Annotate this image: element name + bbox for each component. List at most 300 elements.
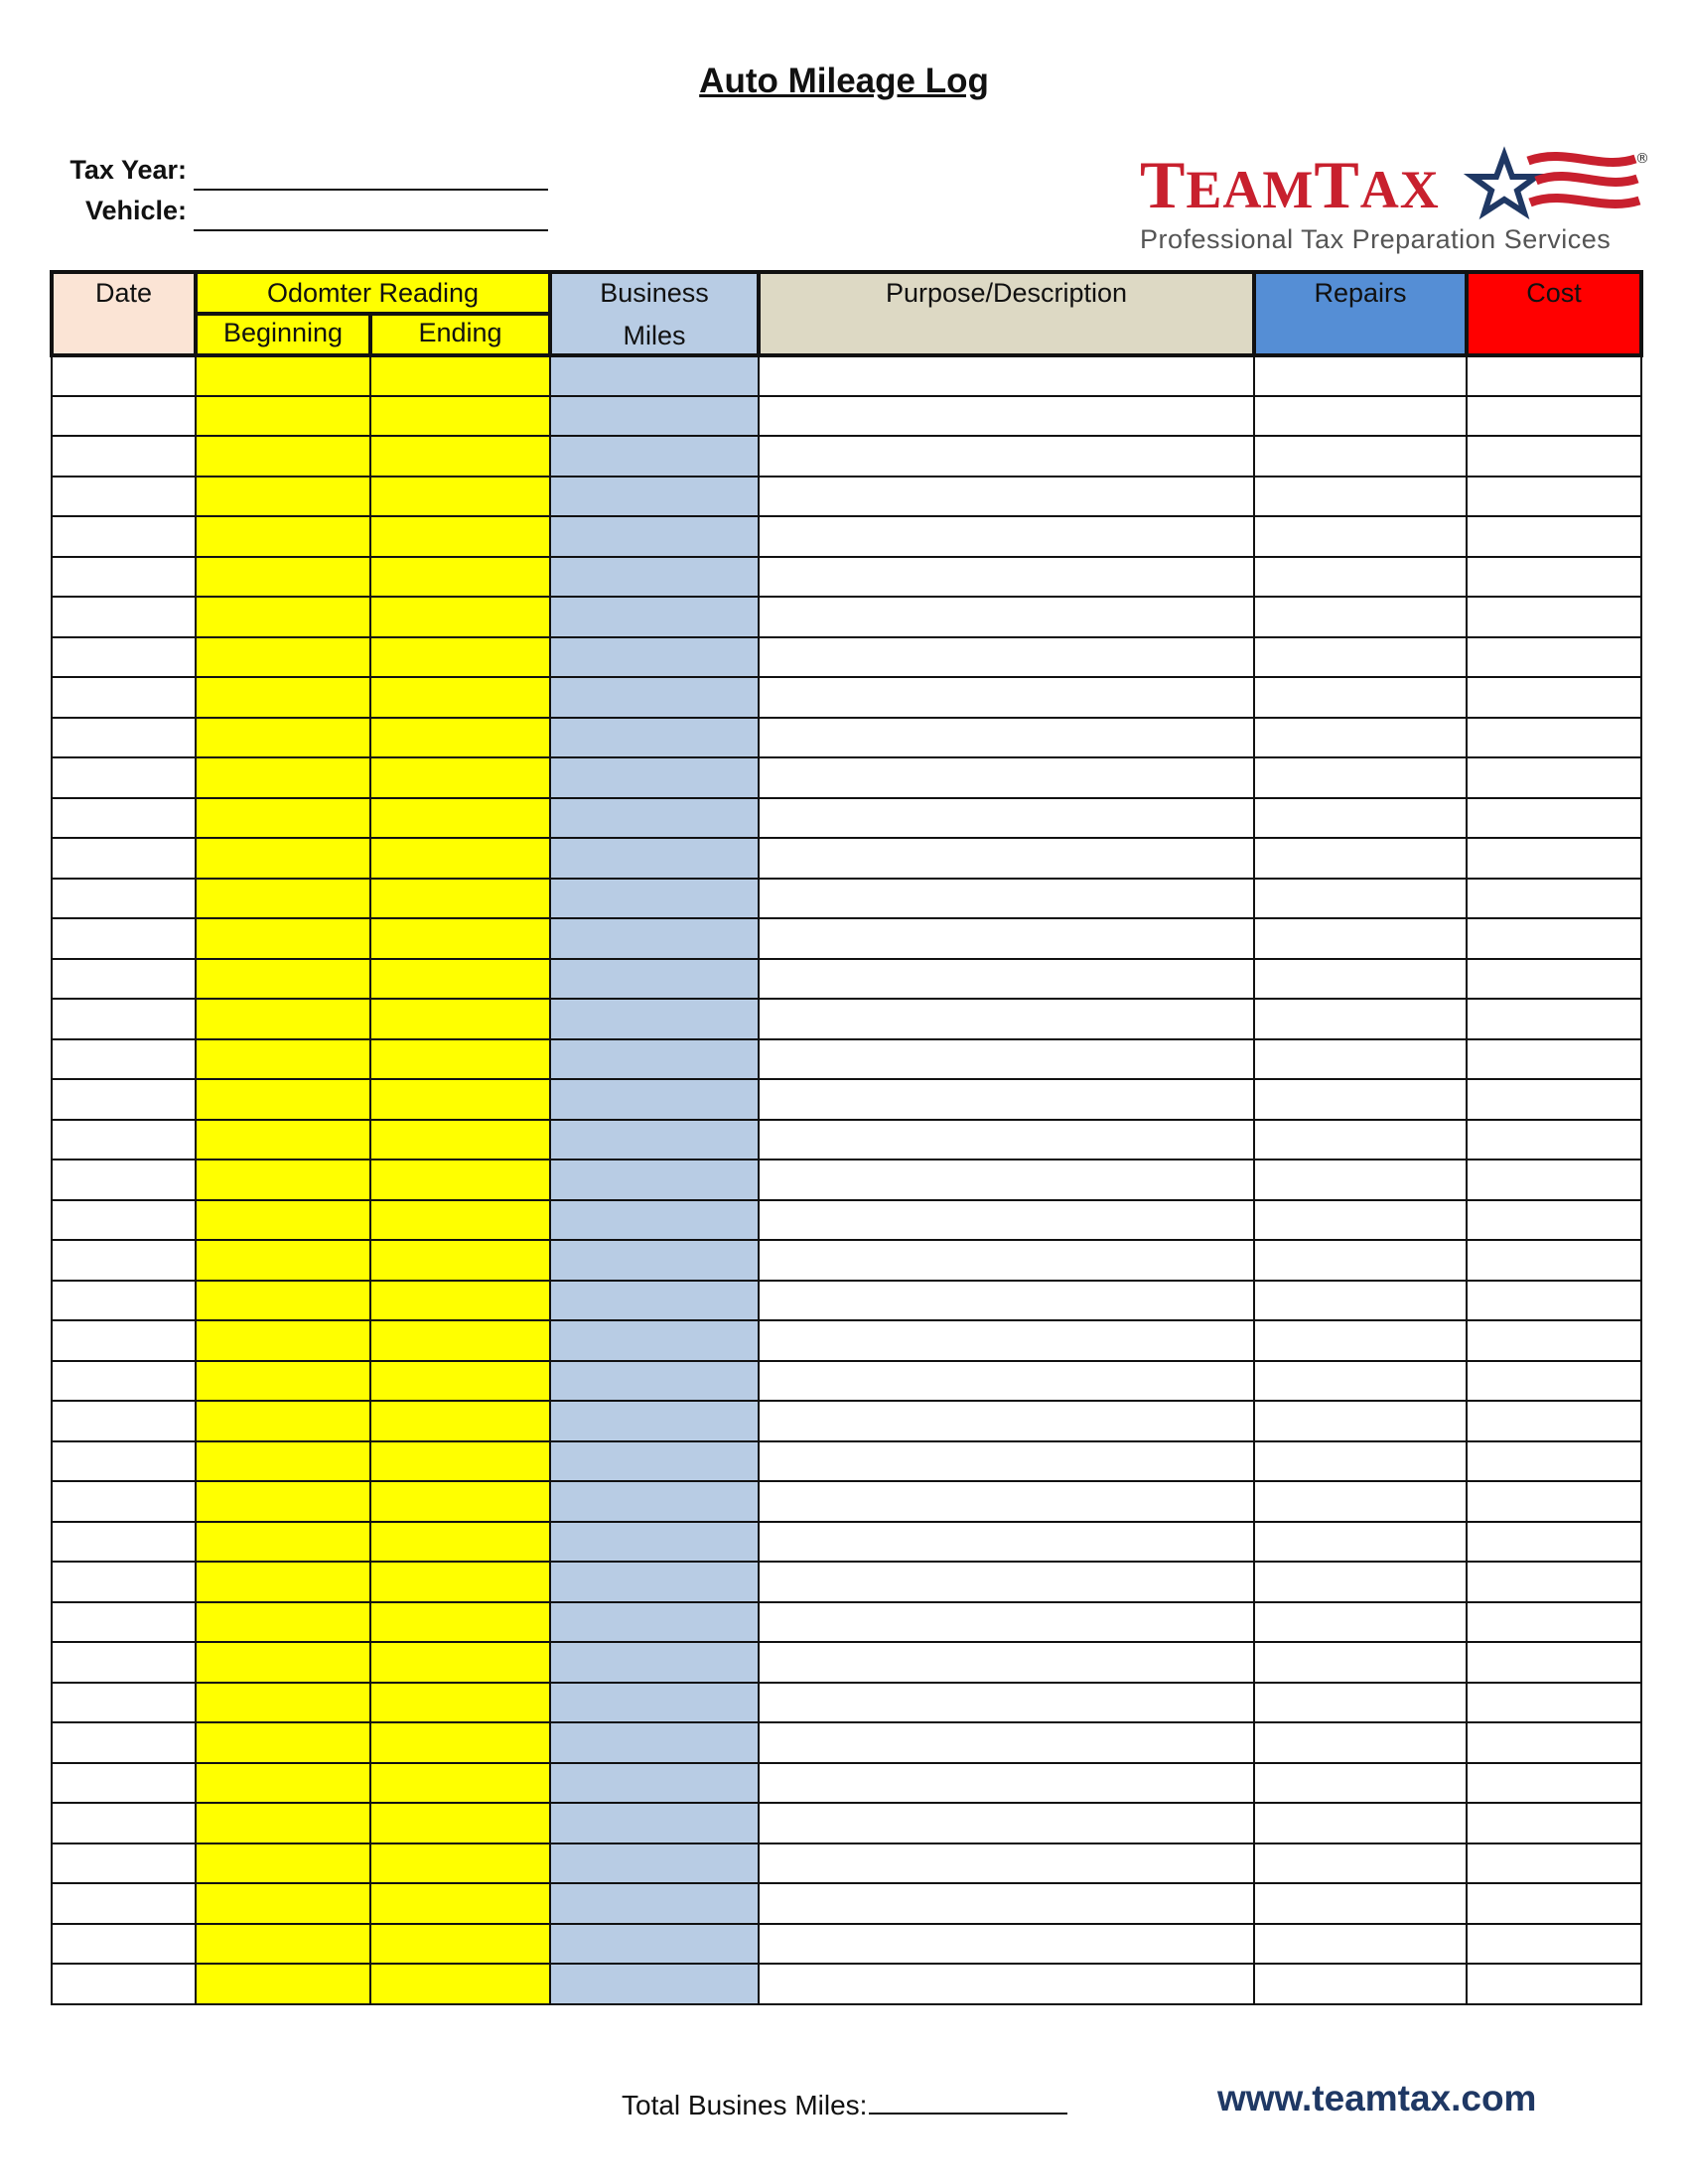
date-cell[interactable]	[52, 1803, 196, 1843]
date-cell[interactable]	[52, 838, 196, 879]
date-cell[interactable]	[52, 436, 196, 477]
registered-mark: ®	[1635, 151, 1649, 167]
ending-cell[interactable]	[370, 959, 550, 1000]
date-cell[interactable]	[52, 1120, 196, 1160]
repairs-cell[interactable]	[1254, 1843, 1467, 1884]
table-row	[52, 1120, 1641, 1160]
date-cell[interactable]	[52, 1361, 196, 1402]
cost-cell[interactable]	[1467, 477, 1641, 517]
date-cell[interactable]	[52, 1683, 196, 1723]
beginning-cell[interactable]	[196, 1240, 370, 1281]
cost-cell[interactable]	[1467, 1079, 1641, 1120]
repairs-cell[interactable]	[1254, 1401, 1467, 1441]
date-cell[interactable]	[52, 879, 196, 919]
repairs-cell[interactable]	[1254, 1481, 1467, 1522]
ending-cell[interactable]	[370, 396, 550, 437]
ending-cell[interactable]	[370, 1924, 550, 1965]
business-miles-cell[interactable]	[550, 1320, 759, 1361]
date-cell[interactable]	[52, 1562, 196, 1602]
cost-cell[interactable]	[1467, 757, 1641, 798]
business-miles-cell[interactable]	[550, 355, 759, 396]
date-cell[interactable]	[52, 1924, 196, 1965]
repairs-cell[interactable]	[1254, 918, 1467, 959]
date-cell[interactable]	[52, 1642, 196, 1683]
cost-cell[interactable]	[1467, 1240, 1641, 1281]
repairs-cell[interactable]	[1254, 798, 1467, 839]
tax-year-input-line[interactable]	[194, 189, 548, 191]
date-cell[interactable]	[52, 999, 196, 1039]
cost-cell[interactable]	[1467, 718, 1641, 758]
cost-cell[interactable]	[1467, 838, 1641, 879]
ending-cell[interactable]	[370, 436, 550, 477]
beginning-cell[interactable]	[196, 677, 370, 718]
log-body	[52, 355, 1641, 2004]
purpose-cell[interactable]	[759, 1481, 1254, 1522]
ending-cell[interactable]	[370, 918, 550, 959]
beginning-cell[interactable]	[196, 1160, 370, 1200]
date-cell[interactable]	[52, 557, 196, 598]
repairs-cell[interactable]	[1254, 557, 1467, 598]
business-miles-cell[interactable]	[550, 1924, 759, 1965]
repairs-cell[interactable]	[1254, 1883, 1467, 1924]
business-miles-cell[interactable]	[550, 1481, 759, 1522]
business-miles-cell[interactable]	[550, 1642, 759, 1683]
date-cell[interactable]	[52, 1079, 196, 1120]
repairs-cell[interactable]	[1254, 1039, 1467, 1080]
repairs-cell[interactable]	[1254, 1361, 1467, 1402]
purpose-cell[interactable]	[759, 1883, 1254, 1924]
cost-cell[interactable]	[1467, 1120, 1641, 1160]
business-miles-cell[interactable]	[550, 838, 759, 879]
date-cell[interactable]	[52, 396, 196, 437]
purpose-cell[interactable]	[759, 1722, 1254, 1763]
ending-cell[interactable]	[370, 1683, 550, 1723]
repairs-cell[interactable]	[1254, 1320, 1467, 1361]
business-miles-cell[interactable]	[550, 1964, 759, 2004]
beginning-cell[interactable]	[196, 918, 370, 959]
business-miles-cell[interactable]	[550, 999, 759, 1039]
ending-cell[interactable]	[370, 1401, 550, 1441]
business-miles-cell[interactable]	[550, 1522, 759, 1563]
purpose-cell[interactable]	[759, 1602, 1254, 1643]
beginning-cell[interactable]	[196, 436, 370, 477]
purpose-cell[interactable]	[759, 798, 1254, 839]
cost-cell[interactable]	[1467, 1602, 1641, 1643]
date-cell[interactable]	[52, 757, 196, 798]
ending-cell[interactable]	[370, 757, 550, 798]
purpose-cell[interactable]	[759, 1642, 1254, 1683]
purpose-cell[interactable]	[759, 1843, 1254, 1884]
ending-cell[interactable]	[370, 597, 550, 637]
beginning-cell[interactable]	[196, 1401, 370, 1441]
beginning-cell[interactable]	[196, 516, 370, 557]
repairs-cell[interactable]	[1254, 355, 1467, 396]
business-miles-cell[interactable]	[550, 1240, 759, 1281]
purpose-cell[interactable]	[759, 477, 1254, 517]
date-cell[interactable]	[52, 1160, 196, 1200]
ending-cell[interactable]	[370, 1481, 550, 1522]
beginning-cell[interactable]	[196, 396, 370, 437]
business-miles-cell[interactable]	[550, 879, 759, 919]
total-input-line[interactable]	[869, 2087, 1067, 2115]
repairs-cell[interactable]	[1254, 637, 1467, 678]
business-miles-cell[interactable]	[550, 959, 759, 1000]
business-miles-cell[interactable]	[550, 798, 759, 839]
beginning-cell[interactable]	[196, 477, 370, 517]
repairs-cell[interactable]	[1254, 436, 1467, 477]
repairs-cell[interactable]	[1254, 757, 1467, 798]
beginning-cell[interactable]	[196, 1722, 370, 1763]
purpose-cell[interactable]	[759, 1803, 1254, 1843]
cost-cell[interactable]	[1467, 677, 1641, 718]
repairs-cell[interactable]	[1254, 999, 1467, 1039]
beginning-cell[interactable]	[196, 637, 370, 678]
beginning-cell[interactable]	[196, 1079, 370, 1120]
business-miles-cell[interactable]	[550, 1200, 759, 1241]
business-miles-cell[interactable]	[550, 637, 759, 678]
cost-cell[interactable]	[1467, 1160, 1641, 1200]
purpose-cell[interactable]	[759, 677, 1254, 718]
table-row	[52, 838, 1641, 879]
business-miles-cell[interactable]	[550, 557, 759, 598]
beginning-cell[interactable]	[196, 1683, 370, 1723]
beginning-cell[interactable]	[196, 1441, 370, 1482]
date-cell[interactable]	[52, 1843, 196, 1884]
cost-cell[interactable]	[1467, 798, 1641, 839]
ending-cell[interactable]	[370, 1320, 550, 1361]
repairs-cell[interactable]	[1254, 838, 1467, 879]
business-miles-cell[interactable]	[550, 918, 759, 959]
business-miles-cell[interactable]	[550, 477, 759, 517]
purpose-cell[interactable]	[759, 1240, 1254, 1281]
purpose-cell[interactable]	[759, 757, 1254, 798]
repairs-cell[interactable]	[1254, 1160, 1467, 1200]
purpose-cell[interactable]	[759, 1361, 1254, 1402]
business-miles-cell[interactable]	[550, 396, 759, 437]
ending-cell[interactable]	[370, 1642, 550, 1683]
date-cell[interactable]	[52, 1763, 196, 1804]
date-cell[interactable]	[52, 1039, 196, 1080]
cost-cell[interactable]	[1467, 1883, 1641, 1924]
cost-cell[interactable]	[1467, 1200, 1641, 1241]
date-cell[interactable]	[52, 477, 196, 517]
cost-cell[interactable]	[1467, 918, 1641, 959]
business-miles-cell[interactable]	[550, 597, 759, 637]
ending-cell[interactable]	[370, 1562, 550, 1602]
purpose-cell[interactable]	[759, 1522, 1254, 1563]
business-miles-cell[interactable]	[550, 1683, 759, 1723]
business-miles-cell[interactable]	[550, 757, 759, 798]
beginning-cell[interactable]	[196, 757, 370, 798]
date-cell[interactable]	[52, 959, 196, 1000]
repairs-cell[interactable]	[1254, 1281, 1467, 1321]
ending-cell[interactable]	[370, 1200, 550, 1241]
business-miles-cell[interactable]	[550, 1120, 759, 1160]
cost-cell[interactable]	[1467, 1642, 1641, 1683]
repairs-cell[interactable]	[1254, 396, 1467, 437]
beginning-cell[interactable]	[196, 597, 370, 637]
ending-cell[interactable]	[370, 718, 550, 758]
repairs-cell[interactable]	[1254, 1602, 1467, 1643]
purpose-cell[interactable]	[759, 436, 1254, 477]
repairs-cell[interactable]	[1254, 1964, 1467, 2004]
purpose-cell[interactable]	[759, 1683, 1254, 1723]
beginning-cell[interactable]	[196, 1320, 370, 1361]
cost-cell[interactable]	[1467, 879, 1641, 919]
ending-cell[interactable]	[370, 1602, 550, 1643]
repairs-cell[interactable]	[1254, 1079, 1467, 1120]
business-miles-cell[interactable]	[550, 1803, 759, 1843]
purpose-cell[interactable]	[759, 959, 1254, 1000]
date-cell[interactable]	[52, 597, 196, 637]
business-miles-cell[interactable]	[550, 1281, 759, 1321]
business-miles-cell[interactable]	[550, 1361, 759, 1402]
business-miles-cell[interactable]	[550, 1843, 759, 1884]
ending-cell[interactable]	[370, 1120, 550, 1160]
business-miles-cell[interactable]	[550, 1562, 759, 1602]
purpose-cell[interactable]	[759, 396, 1254, 437]
beginning-cell[interactable]	[196, 355, 370, 396]
ending-cell[interactable]	[370, 1522, 550, 1563]
ending-cell[interactable]	[370, 1803, 550, 1843]
business-miles-cell[interactable]	[550, 436, 759, 477]
purpose-cell[interactable]	[759, 516, 1254, 557]
date-cell[interactable]	[52, 1320, 196, 1361]
business-miles-cell[interactable]	[550, 677, 759, 718]
purpose-cell[interactable]	[759, 1281, 1254, 1321]
ending-cell[interactable]	[370, 1240, 550, 1281]
repairs-cell[interactable]	[1254, 718, 1467, 758]
cost-cell[interactable]	[1467, 637, 1641, 678]
cost-cell[interactable]	[1467, 396, 1641, 437]
repairs-cell[interactable]	[1254, 1803, 1467, 1843]
beginning-cell[interactable]	[196, 999, 370, 1039]
beginning-cell[interactable]	[196, 1803, 370, 1843]
repairs-cell[interactable]	[1254, 1562, 1467, 1602]
business-miles-cell[interactable]	[550, 1722, 759, 1763]
ending-cell[interactable]	[370, 477, 550, 517]
date-cell[interactable]	[52, 1401, 196, 1441]
purpose-cell[interactable]	[759, 1200, 1254, 1241]
cost-cell[interactable]	[1467, 1481, 1641, 1522]
repairs-cell[interactable]	[1254, 1522, 1467, 1563]
business-miles-cell[interactable]	[550, 1883, 759, 1924]
beginning-cell[interactable]	[196, 1602, 370, 1643]
vehicle-input-line[interactable]	[194, 229, 548, 231]
table-row	[52, 1481, 1641, 1522]
repairs-cell[interactable]	[1254, 1120, 1467, 1160]
cost-cell[interactable]	[1467, 1320, 1641, 1361]
purpose-cell[interactable]	[759, 557, 1254, 598]
ending-cell[interactable]	[370, 516, 550, 557]
date-cell[interactable]	[52, 1200, 196, 1241]
beginning-cell[interactable]	[196, 1964, 370, 2004]
purpose-cell[interactable]	[759, 597, 1254, 637]
purpose-cell[interactable]	[759, 838, 1254, 879]
beginning-cell[interactable]	[196, 1562, 370, 1602]
date-cell[interactable]	[52, 1722, 196, 1763]
date-cell[interactable]	[52, 1481, 196, 1522]
repairs-cell[interactable]	[1254, 516, 1467, 557]
purpose-cell[interactable]	[759, 637, 1254, 678]
repairs-cell[interactable]	[1254, 1441, 1467, 1482]
repairs-cell[interactable]	[1254, 1763, 1467, 1804]
beginning-cell[interactable]	[196, 1481, 370, 1522]
cost-cell[interactable]	[1467, 999, 1641, 1039]
purpose-cell[interactable]	[759, 1441, 1254, 1482]
cost-cell[interactable]	[1467, 1401, 1641, 1441]
cost-cell[interactable]	[1467, 557, 1641, 598]
purpose-cell[interactable]	[759, 999, 1254, 1039]
beginning-cell[interactable]	[196, 1281, 370, 1321]
beginning-cell[interactable]	[196, 1843, 370, 1884]
business-miles-cell[interactable]	[550, 1160, 759, 1200]
purpose-cell[interactable]	[759, 1039, 1254, 1080]
beginning-cell[interactable]	[196, 1924, 370, 1965]
beginning-cell[interactable]	[196, 1642, 370, 1683]
date-cell[interactable]	[52, 1281, 196, 1321]
cost-cell[interactable]	[1467, 959, 1641, 1000]
repairs-cell[interactable]	[1254, 1722, 1467, 1763]
beginning-cell[interactable]	[196, 1883, 370, 1924]
website-link[interactable]: www.teamtax.com	[1217, 2078, 1537, 2118]
cost-cell[interactable]	[1467, 597, 1641, 637]
date-cell[interactable]	[52, 1522, 196, 1563]
ending-cell[interactable]	[370, 1763, 550, 1804]
purpose-cell[interactable]	[759, 1160, 1254, 1200]
beginning-cell[interactable]	[196, 798, 370, 839]
date-cell[interactable]	[52, 1240, 196, 1281]
repairs-cell[interactable]	[1254, 879, 1467, 919]
beginning-cell[interactable]	[196, 879, 370, 919]
repairs-cell[interactable]	[1254, 677, 1467, 718]
repairs-cell[interactable]	[1254, 1240, 1467, 1281]
business-miles-cell[interactable]	[550, 1079, 759, 1120]
beginning-cell[interactable]	[196, 959, 370, 1000]
table-row	[52, 1240, 1641, 1281]
beginning-cell[interactable]	[196, 1200, 370, 1241]
repairs-cell[interactable]	[1254, 1924, 1467, 1965]
ending-cell[interactable]	[370, 1964, 550, 2004]
purpose-cell[interactable]	[759, 1562, 1254, 1602]
repairs-cell[interactable]	[1254, 477, 1467, 517]
date-cell[interactable]	[52, 1883, 196, 1924]
cost-cell[interactable]	[1467, 1683, 1641, 1723]
business-miles-cell[interactable]	[550, 1039, 759, 1080]
cost-cell[interactable]	[1467, 1964, 1641, 2004]
ending-cell[interactable]	[370, 677, 550, 718]
cost-cell[interactable]	[1467, 1763, 1641, 1804]
purpose-cell[interactable]	[759, 1401, 1254, 1441]
purpose-cell[interactable]	[759, 1964, 1254, 2004]
beginning-cell[interactable]	[196, 1120, 370, 1160]
business-miles-cell[interactable]	[550, 516, 759, 557]
ending-cell[interactable]	[370, 557, 550, 598]
cost-cell[interactable]	[1467, 1522, 1641, 1563]
date-cell[interactable]	[52, 1602, 196, 1643]
cost-cell[interactable]	[1467, 436, 1641, 477]
beginning-cell[interactable]	[196, 838, 370, 879]
purpose-cell[interactable]	[759, 1924, 1254, 1965]
business-miles-cell[interactable]	[550, 1441, 759, 1482]
purpose-cell[interactable]	[759, 918, 1254, 959]
ending-cell[interactable]	[370, 1883, 550, 1924]
cost-cell[interactable]	[1467, 516, 1641, 557]
date-cell[interactable]	[52, 355, 196, 396]
date-cell[interactable]	[52, 918, 196, 959]
cost-cell[interactable]	[1467, 1039, 1641, 1080]
table-row	[52, 637, 1641, 678]
purpose-cell[interactable]	[759, 1120, 1254, 1160]
date-cell[interactable]	[52, 798, 196, 839]
repairs-cell[interactable]	[1254, 1683, 1467, 1723]
ending-cell[interactable]	[370, 1079, 550, 1120]
purpose-cell[interactable]	[759, 1320, 1254, 1361]
date-cell[interactable]	[52, 718, 196, 758]
purpose-cell[interactable]	[759, 1079, 1254, 1120]
logo-wordmark: TEAMTAX	[1140, 147, 1440, 222]
date-cell[interactable]	[52, 637, 196, 678]
beginning-cell[interactable]	[196, 1039, 370, 1080]
date-cell[interactable]	[52, 677, 196, 718]
beginning-cell[interactable]	[196, 1522, 370, 1563]
cost-cell[interactable]	[1467, 1562, 1641, 1602]
beginning-cell[interactable]	[196, 557, 370, 598]
ending-cell[interactable]	[370, 355, 550, 396]
ending-cell[interactable]	[370, 879, 550, 919]
ending-cell[interactable]	[370, 1722, 550, 1763]
ending-cell[interactable]	[370, 1361, 550, 1402]
cost-cell[interactable]	[1467, 1803, 1641, 1843]
purpose-cell[interactable]	[759, 355, 1254, 396]
cost-cell[interactable]	[1467, 1441, 1641, 1482]
business-label: Business	[600, 278, 709, 308]
date-cell[interactable]	[52, 1441, 196, 1482]
business-miles-cell[interactable]	[550, 1401, 759, 1441]
repairs-cell[interactable]	[1254, 1642, 1467, 1683]
cost-cell[interactable]	[1467, 1361, 1641, 1402]
cost-cell[interactable]	[1467, 355, 1641, 396]
business-miles-cell[interactable]	[550, 1763, 759, 1804]
cost-cell[interactable]	[1467, 1843, 1641, 1884]
ending-cell[interactable]	[370, 838, 550, 879]
beginning-cell[interactable]	[196, 1361, 370, 1402]
business-miles-cell[interactable]	[550, 718, 759, 758]
ending-cell[interactable]	[370, 1843, 550, 1884]
ending-cell[interactable]	[370, 637, 550, 678]
ending-cell[interactable]	[370, 1039, 550, 1080]
beginning-cell[interactable]	[196, 1763, 370, 1804]
ending-cell[interactable]	[370, 1441, 550, 1482]
beginning-cell[interactable]	[196, 718, 370, 758]
ending-cell[interactable]	[370, 999, 550, 1039]
ending-cell[interactable]	[370, 1160, 550, 1200]
repairs-cell[interactable]	[1254, 959, 1467, 1000]
ending-cell[interactable]	[370, 1281, 550, 1321]
date-cell[interactable]	[52, 1964, 196, 2004]
purpose-cell[interactable]	[759, 1763, 1254, 1804]
purpose-cell[interactable]	[759, 718, 1254, 758]
cost-cell[interactable]	[1467, 1924, 1641, 1965]
date-cell[interactable]	[52, 516, 196, 557]
purpose-cell[interactable]	[759, 879, 1254, 919]
ending-cell[interactable]	[370, 798, 550, 839]
cost-cell[interactable]	[1467, 1281, 1641, 1321]
cost-cell[interactable]	[1467, 1722, 1641, 1763]
business-miles-cell[interactable]	[550, 1602, 759, 1643]
repairs-cell[interactable]	[1254, 1200, 1467, 1241]
repairs-cell[interactable]	[1254, 597, 1467, 637]
